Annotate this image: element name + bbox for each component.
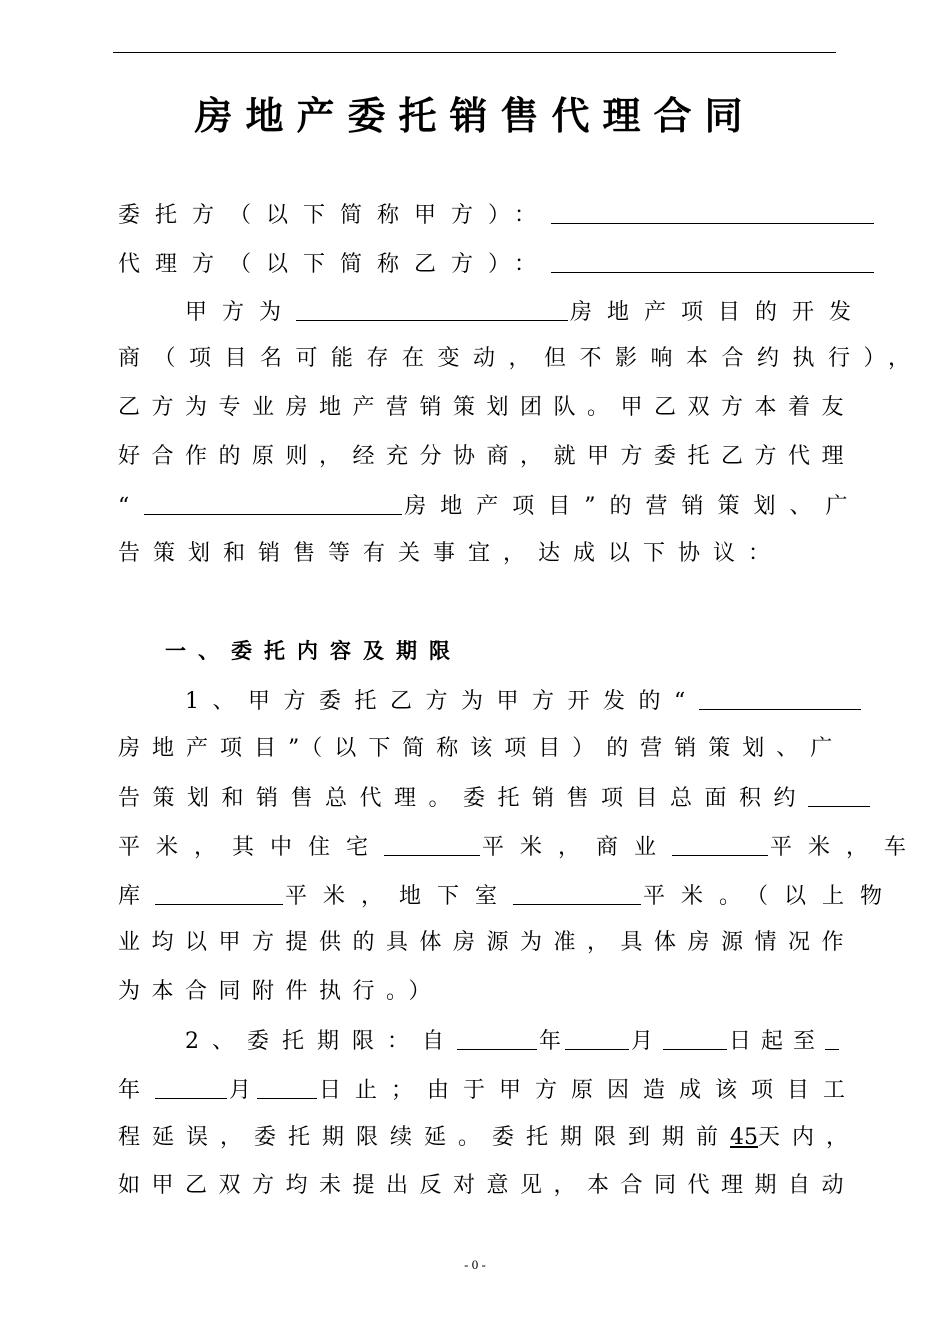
clause-text: 库 xyxy=(118,884,156,909)
clause2-line-1 xyxy=(185,1025,841,1055)
project-name-blank-3 xyxy=(699,685,861,710)
clause-text: 日止；由于甲方原因造成该项目工 xyxy=(319,1078,860,1103)
clause-text: 平米，商业 xyxy=(482,835,673,860)
section-heading: 一、委托内容及期限 xyxy=(165,639,462,663)
residential-area-blank xyxy=(384,831,480,856)
preamble-line-6: 告策划和销售等有关事宜，达成以下协议： xyxy=(118,541,784,566)
preamble-text: 房地产项目”的营销策划、广 xyxy=(404,494,862,519)
garage-area-blank xyxy=(155,880,283,905)
preamble-line-1 xyxy=(185,296,866,326)
clause-text: 2、委托期限：自 xyxy=(185,1029,457,1054)
start-year-blank xyxy=(457,1025,537,1050)
commercial-area-blank xyxy=(672,831,768,856)
clause1-line-7: 为本合同附件执行。） xyxy=(118,979,443,1004)
preamble-text: 房地产项目的开发 xyxy=(570,300,867,325)
clause-text: 告策划和销售总代理。委托销售项目总面积约 xyxy=(118,786,809,811)
agent-party-line xyxy=(118,248,876,278)
clause1-line-4 xyxy=(118,831,922,861)
clause-text: 年 xyxy=(539,1029,562,1054)
clause1-line-2: 房地产项目”（以下简称该项目）的营销策划、广 xyxy=(118,736,845,761)
clause-text: 月 xyxy=(229,1078,252,1103)
end-year-blank xyxy=(825,1025,839,1050)
clause-text: 1、甲方委托乙方为甲方开发的“ xyxy=(185,689,699,714)
clause-text: 日起至 xyxy=(729,1029,826,1054)
clause2-line-2 xyxy=(118,1074,859,1104)
basement-area-blank xyxy=(513,880,641,905)
client-name-blank xyxy=(551,199,874,224)
clause-text: 平米，地下室 xyxy=(285,884,514,909)
document-title: 房地产委托销售代理合同 xyxy=(194,94,756,138)
start-month-blank xyxy=(565,1025,629,1050)
preamble-line-2: 商（项目名可能存在变动，但不影响本合约执行）， xyxy=(118,346,924,371)
agent-name-blank xyxy=(551,248,874,273)
clause-text: 天内， xyxy=(758,1125,861,1150)
preamble-line-3: 乙方为专业房地产营销策划团队。甲乙双方本着友 xyxy=(118,395,856,420)
preamble-line-4: 好合作的原则，经充分协商，就甲方委托乙方代理 xyxy=(118,444,856,469)
clause1-line-6: 业均以甲方提供的具体房源为准，具体房源情况作 xyxy=(118,930,856,955)
clause1-line-3 xyxy=(118,782,872,812)
project-name-blank-2 xyxy=(144,490,402,515)
clause-text: 平米，其中住宅 xyxy=(118,835,385,860)
client-party-line xyxy=(118,199,876,229)
client-party-label: 委托方（以下简称甲方）： xyxy=(118,203,552,228)
clause1-line-5 xyxy=(118,880,898,910)
preamble-text: “ xyxy=(118,494,145,519)
end-day-blank xyxy=(257,1074,317,1099)
top-rule xyxy=(113,52,836,53)
clause2-line-3 xyxy=(118,1123,860,1153)
clause-text: 平米。（以上物 xyxy=(643,884,899,909)
end-month-blank xyxy=(155,1074,227,1099)
total-area-blank xyxy=(808,782,870,807)
clause-text: 平米，车 xyxy=(770,835,923,860)
preamble-text: 甲方为 xyxy=(185,300,297,325)
notice-days-value: 45 xyxy=(730,1125,759,1150)
project-name-blank xyxy=(296,296,568,321)
page-number: - 0 - xyxy=(464,1257,486,1272)
clause-text: 月 xyxy=(631,1029,654,1054)
clause-text: 年 xyxy=(118,1078,156,1103)
start-day-blank xyxy=(663,1025,727,1050)
clause-text: 程延误，委托期限续延。委托期限到期前 xyxy=(118,1125,731,1150)
agent-party-label: 代理方（以下简称乙方）： xyxy=(118,252,552,277)
clause1-line-1 xyxy=(185,685,863,715)
preamble-line-5 xyxy=(118,490,862,520)
clause2-line-4: 如甲乙双方均未提出反对意见，本合同代理期自动 xyxy=(118,1173,856,1198)
